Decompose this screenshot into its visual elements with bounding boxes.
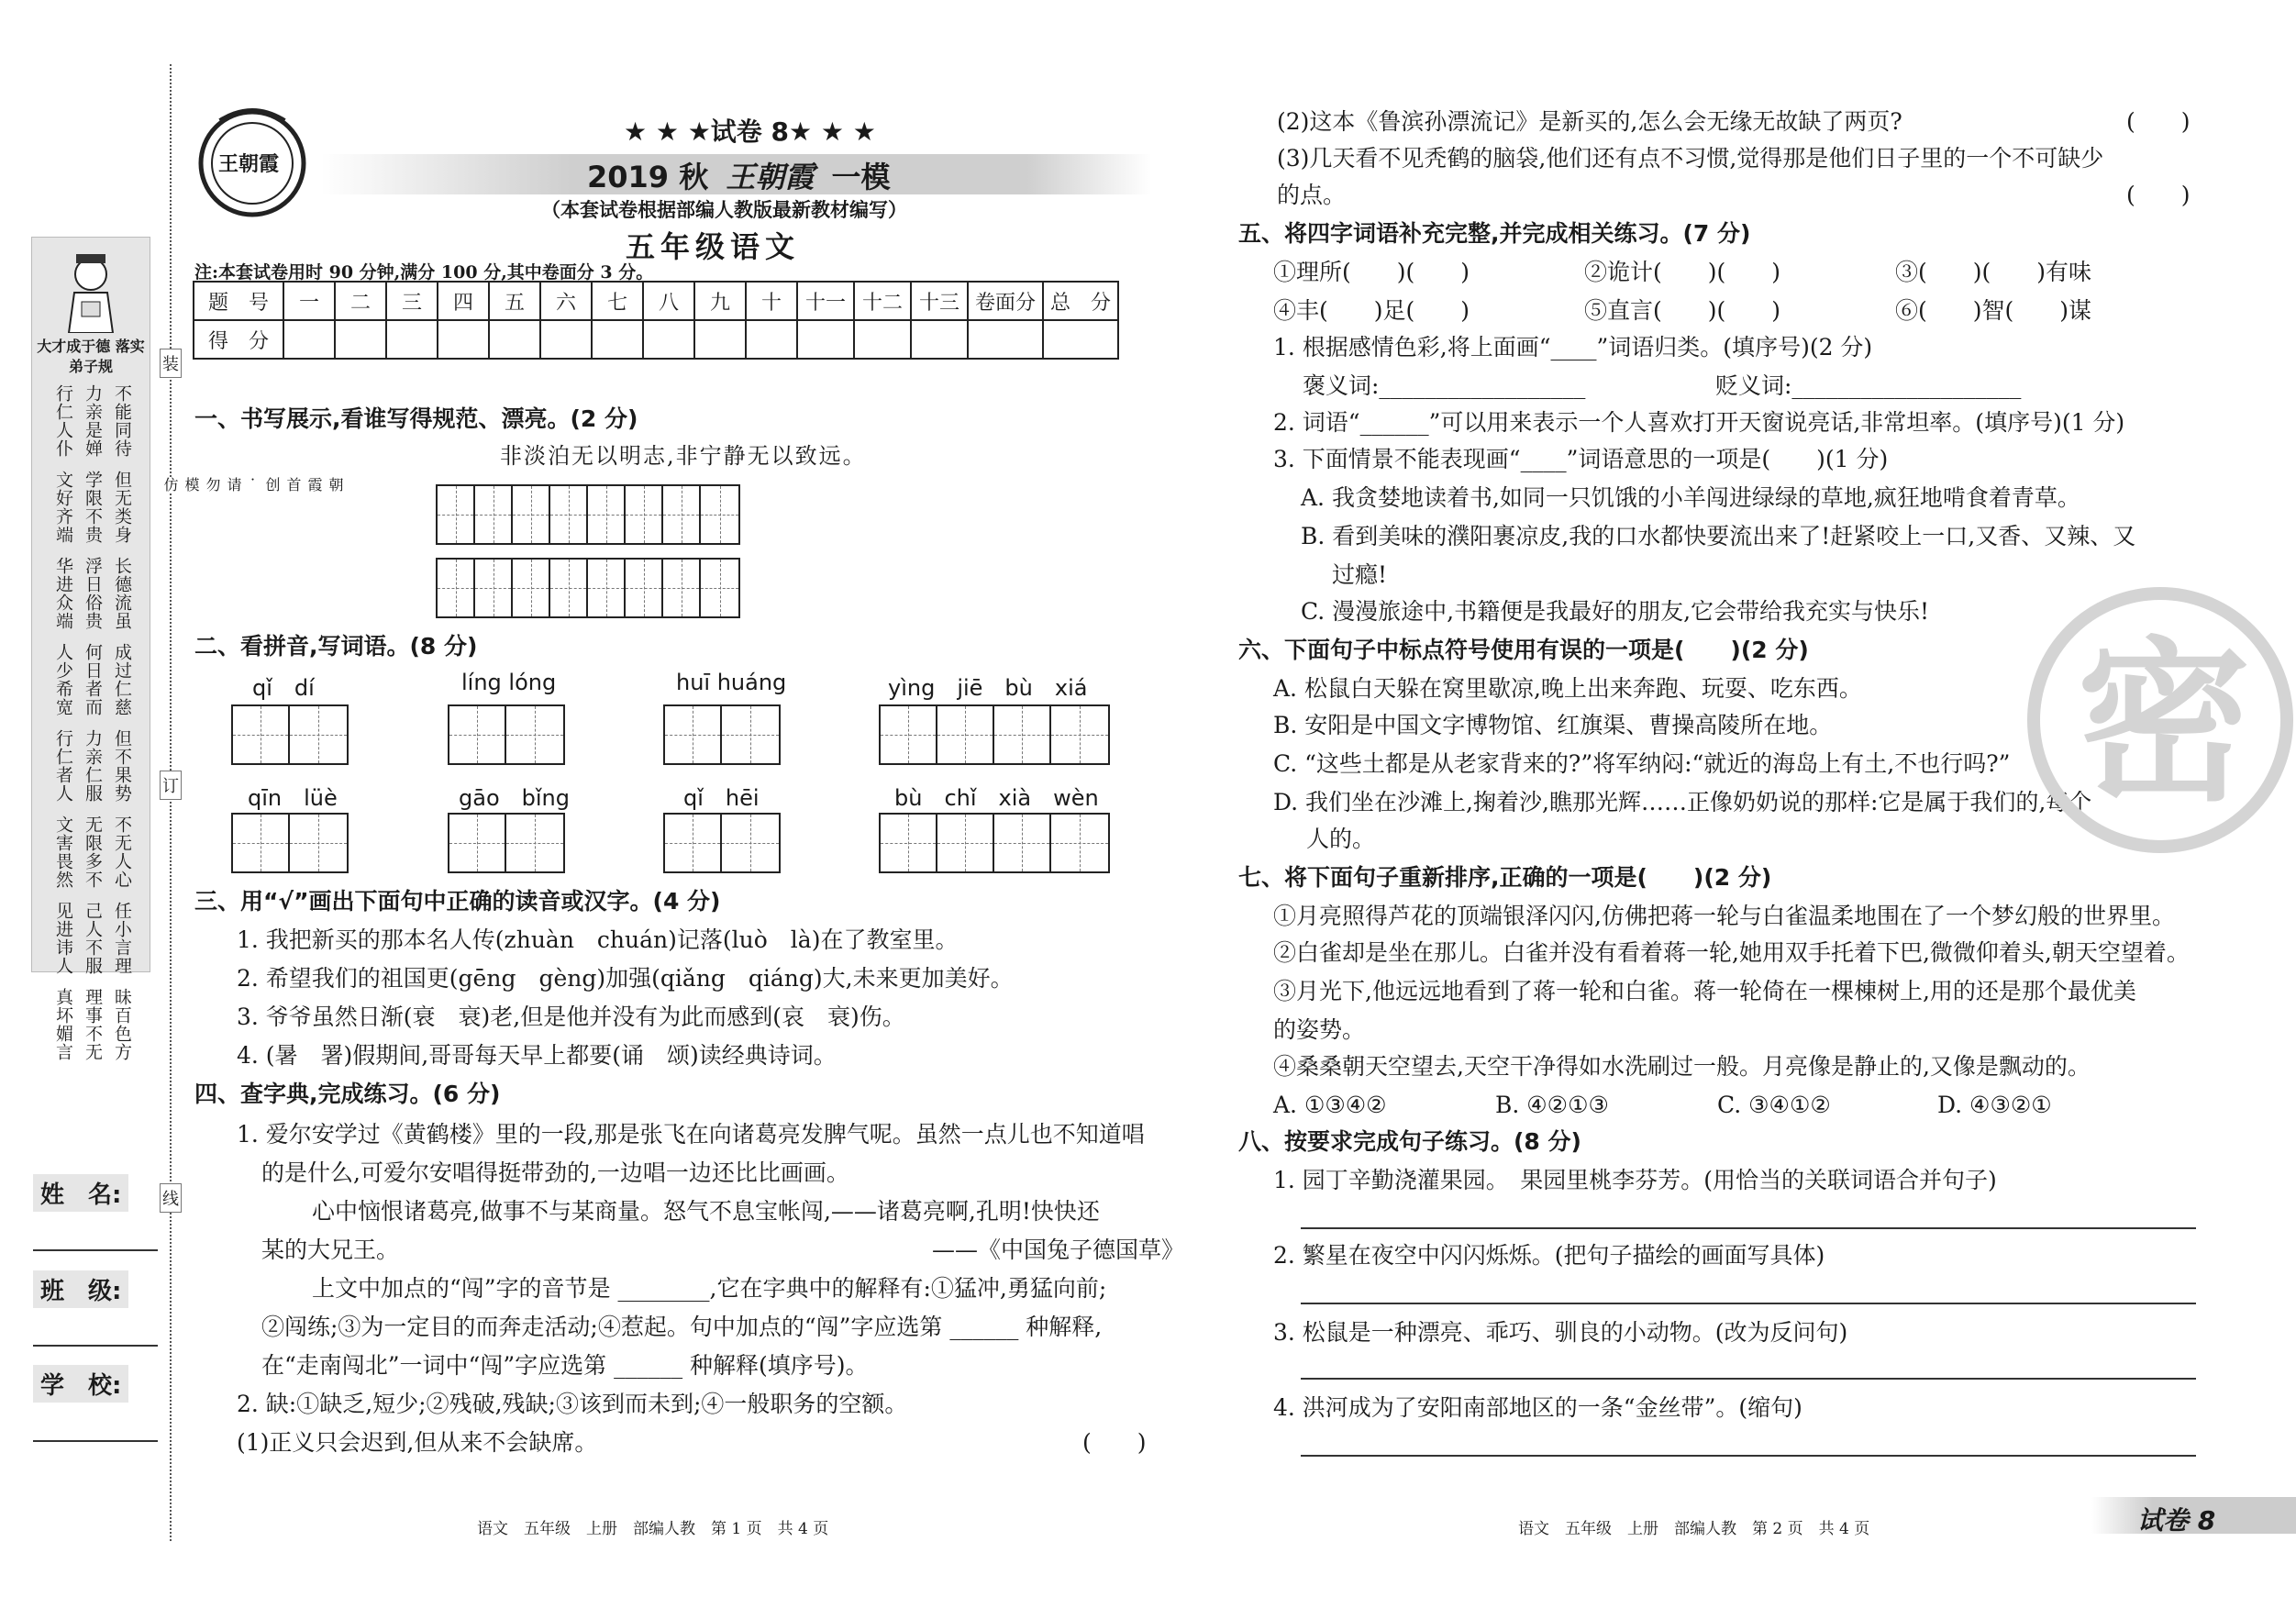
brand-logo bbox=[193, 101, 312, 220]
poem-column: 任小言理 bbox=[112, 902, 132, 975]
r-sentence-2: (2)这本《鲁滨孙漂流记》是新买的,怎么会无缘无故缺了两页? bbox=[1277, 108, 1902, 135]
s8-answer-line-1[interactable] bbox=[1301, 1227, 2196, 1229]
exam-subtitle: （本套试卷根据部编人教版最新教材编写） bbox=[541, 198, 907, 221]
writing-cell[interactable] bbox=[626, 560, 663, 616]
poem-group bbox=[39, 471, 146, 553]
s5-q3: 3. 下面情景不能表现画“____”词语意思的一项是( )(1 分) bbox=[1273, 446, 1889, 472]
exam-title bbox=[587, 154, 891, 196]
poem-column: 浮日俗贵 bbox=[83, 557, 103, 630]
confidential-seal bbox=[2027, 587, 2293, 853]
s4-question-1: 上文中加点的“闯”字的音节是 ________,它在字典中的解释有:①猛冲,勇猛向前; bbox=[312, 1275, 1107, 1302]
s7-line-1: ①月亮照得芦花的顶端银泽闪闪,仿佛把蒋一轮与白雀温柔地围在了一个梦幻般的世界里。 bbox=[1273, 903, 2175, 929]
s2-answer-grid-6[interactable] bbox=[448, 813, 565, 873]
writing-cell[interactable] bbox=[588, 486, 626, 543]
poem-column: 长德流虽 bbox=[112, 557, 132, 630]
writing-cell[interactable] bbox=[438, 560, 475, 616]
s4-quote-1: 心中恼恨诸葛亮,做事不与某商量。怒气不息宝帐闯,——诸葛亮啊,孔明!快快还 bbox=[312, 1198, 1100, 1225]
s4-sentence-1: (1)正义只会迟到,但从来不会缺席。 bbox=[237, 1429, 598, 1456]
s8-answer-line-3[interactable] bbox=[1301, 1378, 2196, 1380]
score-cell[interactable] bbox=[746, 320, 797, 359]
name-field[interactable] bbox=[33, 1249, 158, 1251]
poem-column: 华进众端 bbox=[53, 557, 73, 630]
score-header-cell: 四 bbox=[438, 282, 489, 320]
scholar-illustration bbox=[60, 250, 122, 333]
sidebar-motto: 大才成于德 落实弟子规 bbox=[37, 338, 145, 375]
s4-question-4: 2. 缺:①缺乏,短少;②残破,残缺;③该到而未到;④一般职务的空额。 bbox=[237, 1391, 908, 1417]
s2-pinyin-2: líng lóng bbox=[461, 670, 557, 695]
score-table bbox=[193, 281, 1119, 360]
s1-writing-grid-2[interactable] bbox=[436, 558, 740, 618]
logo-text: 王朝霞 bbox=[218, 153, 280, 176]
s4-title: 四、查字典,完成练习。(6 分) bbox=[194, 1081, 501, 1107]
poem-column: 昧百色方 bbox=[112, 988, 132, 1061]
writing-cell[interactable] bbox=[588, 560, 626, 616]
score-cell[interactable] bbox=[335, 320, 386, 359]
s7-option-c: C. ③④①② bbox=[1717, 1092, 1831, 1118]
s2-pinyin-8: bù chǐ xià wèn bbox=[894, 785, 1099, 811]
poem-column: 不能同待 bbox=[112, 384, 132, 458]
seal-text: 密 bbox=[2077, 622, 2252, 825]
s2-pinyin-5: qīn lüè bbox=[248, 785, 338, 811]
s1-title: 一、书写展示,看谁写得规范、漂亮。(2 分) bbox=[194, 405, 638, 432]
title-suffix: 一模 bbox=[831, 160, 891, 194]
s4-question-2: ②闯练;③为一定目的而奔走活动;④惹起。句中加点的“闯”字应选第 ______ 种解释, bbox=[261, 1314, 1103, 1340]
writing-cell[interactable] bbox=[663, 560, 701, 616]
s5-q1: 1. 根据感情色彩,将上面画“____”词语归类。(填序号)(2 分) bbox=[1273, 334, 1873, 360]
binding-copyright: 朝霞首创 · 请勿模仿 bbox=[161, 477, 344, 492]
score-cell[interactable] bbox=[797, 320, 854, 359]
binding-line bbox=[170, 64, 172, 1541]
score-cell[interactable] bbox=[540, 320, 592, 359]
poem-column: 行仁者人 bbox=[53, 729, 73, 803]
writing-cell[interactable] bbox=[701, 486, 738, 543]
score-header-cell: 十三 bbox=[911, 282, 968, 320]
s2-pinyin-1: qǐ dí bbox=[252, 675, 315, 701]
score-header-cell: 七 bbox=[592, 282, 643, 320]
s5-q1-negative[interactable]: 贬义词:____________________ bbox=[1715, 372, 2022, 399]
score-header-cell: 卷面分 bbox=[968, 282, 1043, 320]
binding-mark-zhuang: 装 bbox=[160, 349, 182, 378]
s3-item-4: 4. (暑 署)假期间,哥哥每天早上都要(诵 颂)读经典诗词。 bbox=[237, 1042, 837, 1069]
writing-cell[interactable] bbox=[550, 560, 588, 616]
poem-column: 真坏媚言 bbox=[53, 988, 73, 1061]
score-header-cell: 二 bbox=[335, 282, 386, 320]
s6-option-a: A. 松鼠白天躲在窝里歇凉,晚上出来奔跑、玩耍、吃东西。 bbox=[1273, 675, 1862, 702]
s5-word-4: ④丰( )足( ) bbox=[1273, 297, 1470, 324]
s4-source: ——《中国兔子德国草》 bbox=[932, 1237, 1185, 1263]
class-field[interactable] bbox=[33, 1345, 158, 1347]
s5-q2: 2. 词语“______”可以用来表示一个人喜欢打开天窗说亮话,非常坦率。(填序号)(1 分) bbox=[1273, 409, 2125, 436]
s6-option-b: B. 安阳是中国文字博物馆、红旗渠、曹操高陵所在地。 bbox=[1273, 712, 1833, 738]
s1-writing-grid-1[interactable] bbox=[436, 484, 740, 545]
poem-column: 成过仁慈 bbox=[112, 643, 132, 716]
s7-option-d: D. ④③②① bbox=[1937, 1092, 2052, 1118]
poem-group bbox=[39, 729, 146, 812]
score-header-cell: 十二 bbox=[854, 282, 911, 320]
poem-group bbox=[39, 557, 146, 639]
s8-q4: 4. 洪河成为了安阳南部地区的一条“金丝带”。(缩句) bbox=[1273, 1394, 1802, 1421]
score-cell[interactable] bbox=[489, 320, 540, 359]
poem-column: 文好齐端 bbox=[53, 471, 73, 544]
s1-text: 非淡泊无以明志,非宁静无以致远。 bbox=[500, 443, 867, 469]
exam-note: 注:本套试卷用时 90 分钟,满分 100 分,其中卷面分 3 分。 bbox=[194, 262, 654, 283]
s8-q1: 1. 园丁辛勤浇灌果园。 果园里桃李芬芳。(用恰当的关联词语合并句子) bbox=[1273, 1167, 1997, 1193]
score-header-cell: 五 bbox=[489, 282, 540, 320]
s5-option-c: C. 漫漫旅途中,书籍便是我最好的朋友,它会带给我充实与快乐! bbox=[1301, 598, 1930, 625]
score-cell[interactable] bbox=[386, 320, 438, 359]
s6-title: 六、下面句子中标点符号使用有误的一项是( )(2 分) bbox=[1238, 637, 1809, 663]
poem-column: 见进讳人 bbox=[53, 902, 73, 975]
score-cell[interactable] bbox=[438, 320, 489, 359]
s4-question-3: 在“走南闯北”一词中“闯”字应选第 ______ 种解释(填序号)。 bbox=[261, 1352, 869, 1379]
score-cell[interactable] bbox=[694, 320, 746, 359]
score-row-label: 得 分 bbox=[194, 320, 283, 359]
writing-cell[interactable] bbox=[475, 486, 513, 543]
score-cell[interactable] bbox=[968, 320, 1043, 359]
s3-item-1: 1. 我把新买的那本名人传(zhuàn chuán)记落(luò là)在了教室里。 bbox=[237, 926, 959, 953]
score-header-cell: 十 bbox=[746, 282, 797, 320]
s7-line-3: ③月光下,他远远地看到了蒋一轮和白雀。蒋一轮倚在一棵棟树上,用的还是那个最优美 bbox=[1273, 978, 2136, 1004]
s5-word-5: ⑤直言( )( ) bbox=[1584, 297, 1781, 324]
r-sentence-3-blank[interactable]: ( ) bbox=[2126, 182, 2191, 208]
s6-option-d1: D. 我们坐在沙滩上,掬着沙,瞧那光辉……正像奶奶说的那样:它是属于我们的,每个 bbox=[1273, 789, 2092, 815]
score-header-cell: 一 bbox=[283, 282, 335, 320]
score-cell[interactable] bbox=[911, 320, 968, 359]
s4-passage-1: 1. 爱尔安学过《黄鹤楼》里的一段,那是张飞在向诸葛亮发脾气呢。虽然一点儿也不知道唱 bbox=[237, 1121, 1145, 1148]
class-label: 班 级: bbox=[33, 1270, 128, 1308]
poem-column: 不无人心 bbox=[112, 815, 132, 889]
s5-title: 五、将四字词语补充完整,并完成相关练习。(7 分) bbox=[1238, 220, 1751, 247]
s3-item-3: 3. 爷爷虽然日渐(衰 衰)老,但是他并没有为此而感到(哀 衰)伤。 bbox=[237, 1004, 905, 1030]
score-cell[interactable] bbox=[643, 320, 694, 359]
s5-option-a: A. 我贪婪地读着书,如同一只饥饿的小羊闯进绿绿的草地,疯狂地啃食着青草。 bbox=[1301, 484, 2080, 511]
writing-cell[interactable] bbox=[513, 560, 550, 616]
writing-cell[interactable] bbox=[550, 486, 588, 543]
footer-right: 语文 五年级 上册 部编人教 第 2 页 共 4 页 bbox=[1518, 1520, 1870, 1538]
s5-word-1: ①理所( )( ) bbox=[1273, 259, 1470, 285]
s6-option-c: C. “这些土都是从老家背来的?”将军纳闷:“就近的海岛上有土,不也行吗?” bbox=[1273, 750, 2011, 777]
score-cell[interactable] bbox=[592, 320, 643, 359]
s5-q1-positive[interactable]: 褒义词:__________________ bbox=[1303, 372, 1586, 399]
r-sentence-2-blank[interactable]: ( ) bbox=[2126, 108, 2191, 135]
score-cell[interactable] bbox=[1043, 320, 1118, 359]
s5-option-b2: 过瘾! bbox=[1332, 561, 1388, 588]
s2-pinyin-4: yìng jiē bù xiá bbox=[888, 675, 1088, 701]
poem-column: 人少希宽 bbox=[53, 643, 73, 716]
s2-title: 二、看拼音,写词语。(8 分) bbox=[194, 633, 478, 660]
s2-pinyin-7: qǐ hēi bbox=[683, 785, 760, 811]
s8-q2: 2. 繁星在夜空中闪闪烁烁。(把句子描绘的画面写具体) bbox=[1273, 1242, 1825, 1269]
poem-column: 学限不贵 bbox=[83, 471, 103, 544]
writing-cell[interactable] bbox=[701, 560, 738, 616]
poem-column: 力亲是婵 bbox=[83, 384, 103, 458]
s3-title: 三、用“√”画出下面句中正确的读音或汉字。(4 分) bbox=[194, 888, 721, 915]
poem-column: 文害畏然 bbox=[53, 815, 73, 889]
s7-line-2: ②白雀却是坐在那儿。白雀并没有看着蒋一轮,她用双手托着下巴,微微仰着头,朝天空望着。 bbox=[1273, 939, 2190, 966]
s8-title: 八、按要求完成句子练习。(8 分) bbox=[1238, 1128, 1581, 1155]
writing-cell[interactable] bbox=[513, 486, 550, 543]
s2-pinyin-3: huī huáng bbox=[676, 670, 787, 695]
s2-answer-grid-4[interactable] bbox=[879, 704, 1110, 765]
score-header-cell: 六 bbox=[540, 282, 592, 320]
score-header-label: 题 号 bbox=[194, 282, 283, 320]
score-cell[interactable] bbox=[854, 320, 911, 359]
s2-answer-grid-7[interactable] bbox=[663, 813, 781, 873]
score-header-cell: 三 bbox=[386, 282, 438, 320]
s2-pinyin-6: gāo bǐng bbox=[459, 785, 570, 811]
poem-group bbox=[39, 815, 146, 898]
s7-line-5: ④桑桑朝天空望去,天空干净得如水洗刷过一般。月亮像是静止的,又像是飘动的。 bbox=[1273, 1053, 2091, 1080]
footer-left: 语文 五年级 上册 部编人教 第 1 页 共 4 页 bbox=[477, 1520, 829, 1538]
score-header-cell: 八 bbox=[643, 282, 694, 320]
title-brand: 王朝霞 bbox=[726, 160, 815, 194]
poem-group bbox=[39, 384, 146, 467]
writing-cell[interactable] bbox=[475, 560, 513, 616]
poem-column: 但不果势 bbox=[112, 729, 132, 803]
s5-word-6: ⑥( )智( )谋 bbox=[1895, 297, 2092, 324]
s3-item-2: 2. 希望我们的祖国更(gēng gèng)加强(qiǎng qiáng)大,未来更加美好。 bbox=[237, 965, 1014, 992]
paper-number: ★ ★ ★试卷 8★ ★ ★ bbox=[624, 116, 876, 147]
r-sentence-3a: (3)几天看不见秃鹤的脑袋,他们还有点不习惯,觉得那是他们日子里的一个不可缺少 bbox=[1277, 145, 2104, 172]
writing-cell[interactable] bbox=[626, 486, 663, 543]
s8-q3: 3. 松鼠是一种漂亮、乖巧、驯良的小动物。(改为反问句) bbox=[1273, 1319, 1848, 1346]
school-label: 学 校: bbox=[33, 1365, 128, 1403]
poem-column: 无限多不 bbox=[83, 815, 103, 889]
s6-option-d2: 人的。 bbox=[1306, 826, 1376, 852]
s8-answer-line-2[interactable] bbox=[1301, 1303, 2196, 1304]
score-header-cell: 九 bbox=[694, 282, 746, 320]
score-header-cell: 总 分 bbox=[1043, 282, 1118, 320]
poem-group bbox=[39, 643, 146, 726]
poem-column: 行仁人仆 bbox=[53, 384, 73, 458]
grade-subject: 五年级语文 bbox=[626, 229, 801, 264]
s7-line-4: 的姿势。 bbox=[1273, 1016, 1366, 1043]
s4-sentence-1-blank[interactable]: ( ) bbox=[1082, 1429, 1147, 1456]
s5-option-b1: B. 看到美味的濮阳裹凉皮,我的口水都快要流出来了!赶紧咬上一口,又香、又辣、又 bbox=[1301, 523, 2136, 549]
s5-word-3: ③( )( )有味 bbox=[1895, 259, 2092, 285]
name-label: 姓 名: bbox=[33, 1174, 128, 1212]
poem-column: 力亲仁服 bbox=[83, 729, 103, 803]
binding-mark-ding: 订 bbox=[160, 771, 182, 800]
title-year: 2019 秋 bbox=[587, 160, 709, 194]
s2-answer-grid-1[interactable] bbox=[231, 704, 349, 765]
school-field[interactable] bbox=[33, 1440, 158, 1442]
s2-answer-grid-5[interactable] bbox=[231, 813, 349, 873]
score-cell[interactable] bbox=[283, 320, 335, 359]
r-sentence-3b: 的点。 bbox=[1277, 182, 1347, 208]
s4-passage-2: 的是什么,可爱尔安唱得挺带劲的,一边唱一边还比比画画。 bbox=[261, 1159, 849, 1186]
writing-cell[interactable] bbox=[438, 486, 475, 543]
s2-answer-grid-8[interactable] bbox=[879, 813, 1110, 873]
binding-mark-xian: 线 bbox=[160, 1183, 182, 1213]
footer-tag: 试卷 8 bbox=[2137, 1505, 2216, 1536]
s7-option-b: B. ④②①③ bbox=[1495, 1092, 1609, 1118]
writing-cell[interactable] bbox=[663, 486, 701, 543]
score-header-cell: 十一 bbox=[797, 282, 854, 320]
poem-column: 己人不服 bbox=[83, 902, 103, 975]
s7-option-a: A. ①③④② bbox=[1273, 1092, 1387, 1118]
poem-column: 何日者而 bbox=[83, 643, 103, 716]
s8-answer-line-4[interactable] bbox=[1301, 1455, 2196, 1457]
poem-group bbox=[39, 902, 146, 984]
poem-group bbox=[39, 988, 146, 1070]
s2-answer-grid-3[interactable] bbox=[663, 704, 781, 765]
s7-title: 七、将下面句子重新排序,正确的一项是( )(2 分) bbox=[1238, 864, 1772, 891]
poem-column: 理事不无 bbox=[83, 988, 103, 1061]
poem-column: 但无类身 bbox=[112, 471, 132, 544]
s4-quote-2: 某的大兄王。 bbox=[261, 1237, 400, 1263]
sidebar-motto-panel bbox=[31, 237, 150, 1061]
s2-answer-grid-2[interactable] bbox=[448, 704, 565, 765]
s5-word-2: ②诡计( )( ) bbox=[1584, 259, 1781, 285]
